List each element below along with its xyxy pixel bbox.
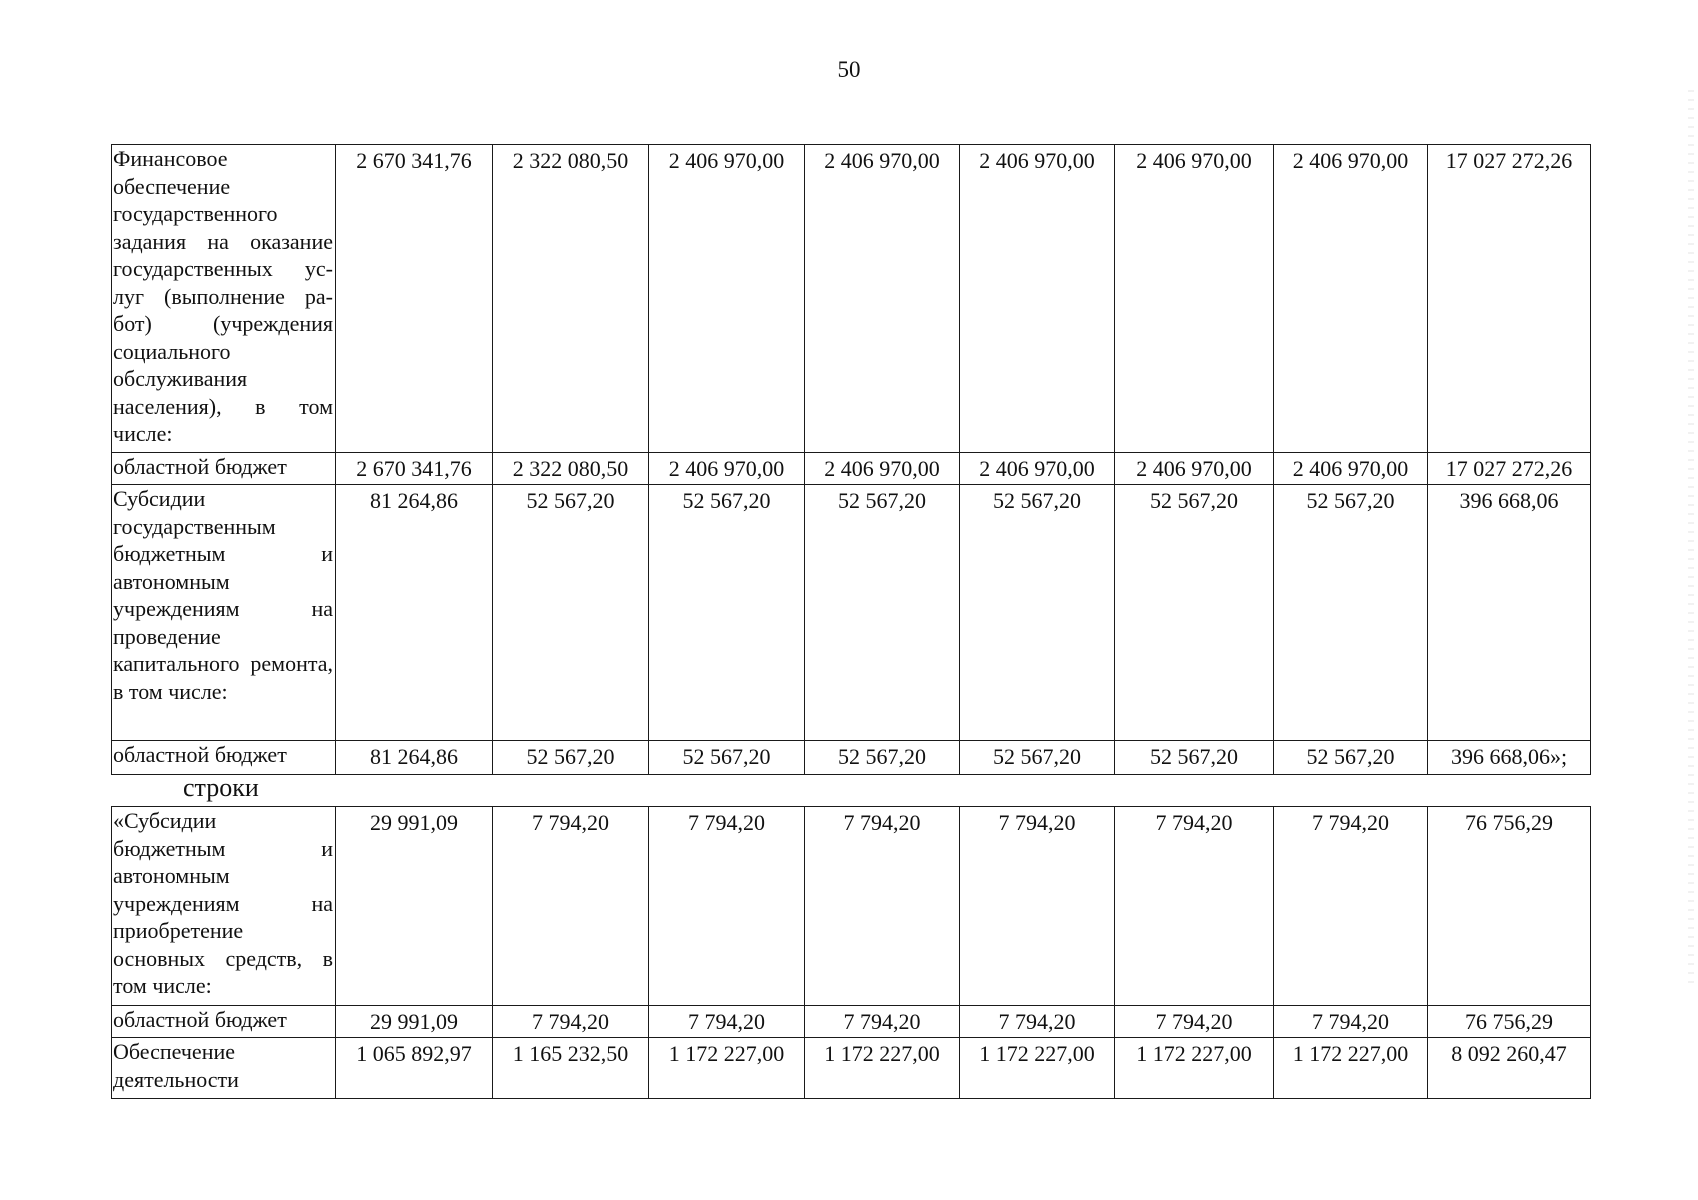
value-cell: 7 794,20 xyxy=(1115,1006,1274,1038)
value-cell: 1 172 227,00 xyxy=(1274,1038,1428,1099)
value-cell: 52 567,20 xyxy=(493,485,649,741)
value-cell: 2 670 341,76 xyxy=(336,453,493,485)
value-cell: 2 406 970,00 xyxy=(1274,453,1428,485)
value-cell: 7 794,20 xyxy=(493,807,649,1006)
value-cell: 52 567,20 xyxy=(1274,741,1428,775)
budget-table-bottom xyxy=(111,806,1591,1099)
value-cell: 52 567,20 xyxy=(805,741,960,775)
section-label: строки xyxy=(183,773,259,802)
page-number: 50 xyxy=(837,57,861,82)
table-row xyxy=(112,741,1591,775)
value-cell: 7 794,20 xyxy=(1115,807,1274,1006)
value-cell: 52 567,20 xyxy=(649,741,805,775)
scan-edge-noise xyxy=(1688,90,1694,990)
budget-table-top xyxy=(111,144,1591,775)
value-cell: 2 406 970,00 xyxy=(960,453,1115,485)
value-cell: 7 794,20 xyxy=(805,1006,960,1038)
value-cell: 7 794,20 xyxy=(805,807,960,1006)
value-cell: 2 406 970,00 xyxy=(805,453,960,485)
row-label: областной бюджет xyxy=(112,1006,336,1038)
row-label: областной бюджет xyxy=(112,453,336,485)
value-cell: 2 406 970,00 xyxy=(1115,145,1274,453)
value-cell: 2 406 970,00 xyxy=(649,453,805,485)
value-cell: 52 567,20 xyxy=(649,485,805,741)
value-cell: 2 406 970,00 xyxy=(805,145,960,453)
table-row xyxy=(112,1038,1591,1099)
value-cell: 52 567,20 xyxy=(493,741,649,775)
value-cell: 7 794,20 xyxy=(1274,807,1428,1006)
value-cell: 1 172 227,00 xyxy=(649,1038,805,1099)
value-cell: 52 567,20 xyxy=(960,485,1115,741)
table-row xyxy=(112,1006,1591,1038)
value-cell: 29 991,09 xyxy=(336,1006,493,1038)
value-cell: 2 406 970,00 xyxy=(1274,145,1428,453)
total-cell: 396 668,06 xyxy=(1428,485,1591,741)
row-label: областной бюджет xyxy=(112,741,336,775)
value-cell: 81 264,86 xyxy=(336,485,493,741)
row-label: Обеспечение деятельности xyxy=(112,1038,336,1099)
row-label: «Субсидии бюджетным и автономным учреждениям на приобретение основных средств, в том числе: xyxy=(112,807,336,1006)
value-cell: 2 406 970,00 xyxy=(649,145,805,453)
value-cell: 1 172 227,00 xyxy=(805,1038,960,1099)
table-row xyxy=(112,453,1591,485)
table-row xyxy=(112,145,1591,453)
value-cell: 1 165 232,50 xyxy=(493,1038,649,1099)
value-cell: 52 567,20 xyxy=(805,485,960,741)
total-cell: 17 027 272,26 xyxy=(1428,145,1591,453)
value-cell: 2 322 080,50 xyxy=(493,453,649,485)
value-cell: 1 172 227,00 xyxy=(1115,1038,1274,1099)
total-cell: 396 668,06»; xyxy=(1428,741,1591,775)
value-cell: 1 172 227,00 xyxy=(960,1038,1115,1099)
total-cell: 76 756,29 xyxy=(1428,807,1591,1006)
total-cell: 76 756,29 xyxy=(1428,1006,1591,1038)
value-cell: 52 567,20 xyxy=(1115,485,1274,741)
value-cell: 7 794,20 xyxy=(960,807,1115,1006)
total-cell: 17 027 272,26 xyxy=(1428,453,1591,485)
value-cell: 7 794,20 xyxy=(649,1006,805,1038)
value-cell: 2 322 080,50 xyxy=(493,145,649,453)
value-cell: 81 264,86 xyxy=(336,741,493,775)
value-cell: 52 567,20 xyxy=(1274,485,1428,741)
value-cell: 7 794,20 xyxy=(1274,1006,1428,1038)
table-row xyxy=(112,485,1591,741)
value-cell: 1 065 892,97 xyxy=(336,1038,493,1099)
value-cell: 7 794,20 xyxy=(493,1006,649,1038)
value-cell: 2 406 970,00 xyxy=(1115,453,1274,485)
row-label: Субсидии государственным бюджетным и автономным учреждениям на проведение капитального ремонта, в том числе: xyxy=(112,485,336,741)
value-cell: 52 567,20 xyxy=(960,741,1115,775)
value-cell: 2 406 970,00 xyxy=(960,145,1115,453)
value-cell: 2 670 341,76 xyxy=(336,145,493,453)
row-label: Финансовое обеспечение государственного задания на оказание государственных ус-луг (выполнение ра-бот) (учреждения социального обслуживания населения), в том числе: xyxy=(112,145,336,453)
total-cell: 8 092 260,47 xyxy=(1428,1038,1591,1099)
value-cell: 7 794,20 xyxy=(960,1006,1115,1038)
value-cell: 29 991,09 xyxy=(336,807,493,1006)
value-cell: 52 567,20 xyxy=(1115,741,1274,775)
value-cell: 7 794,20 xyxy=(649,807,805,1006)
table-row xyxy=(112,807,1591,1006)
